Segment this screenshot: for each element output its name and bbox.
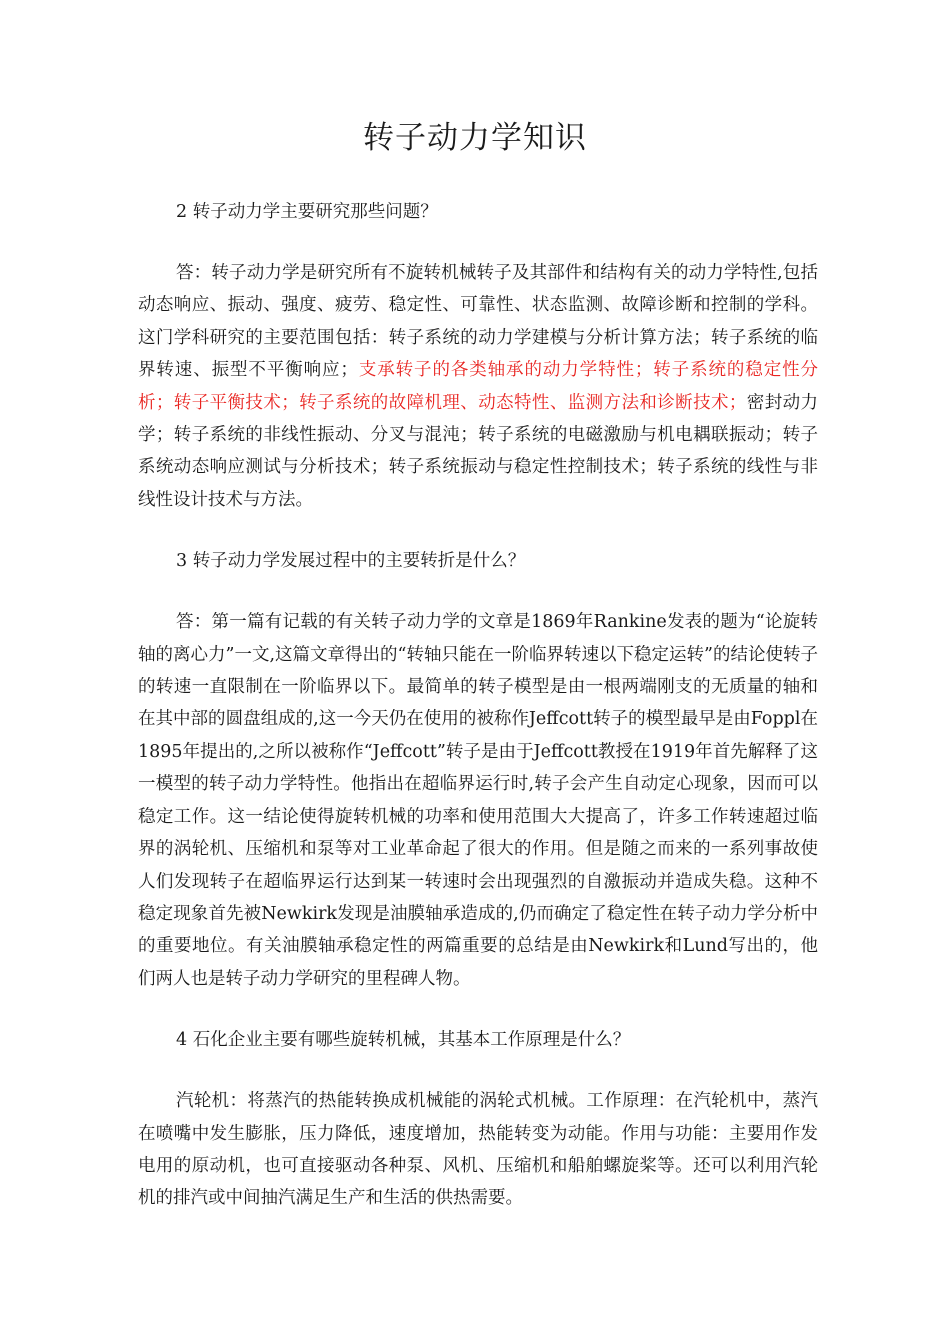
answer-2	[138, 257, 818, 516]
question-4: 4 石化企业主要有哪些旋转机械，其基本工作原理是什么？	[176, 1030, 631, 1051]
question-3: 3 转子动力学发展过程中的主要转折是什么？	[176, 551, 526, 572]
document-title: 转子动力学知识	[363, 120, 587, 156]
document-body	[138, 196, 818, 1244]
answer-2-text-b: 密封动力学；转子系统的非线性振动、分叉与混沌；转子系统的电磁激励与机电耦联振动；转子系统动态响应测试与分析技术；转子系统振动与稳定性控制技术；转子系统的线性与非线性设计技术与方法。	[138, 392, 819, 510]
question-2: 2 转子动力学主要研究那些问题？	[176, 202, 438, 222]
answer-2-highlight: 支承转子的各类轴承的动力学特性；转子系统的稳定性分析；转子平衡技术；转子系统的故障机理、动态特性、监测方法和诊断技术；	[138, 360, 819, 413]
answer-4: 汽轮机：将蒸汽的热能转换成机械能的涡轮式机械。工作原理：在汽轮机中，蒸汽在喷嘴中发生膨胀，压力降低，速度增加，热能转变为动能。作用与功能：主要用作发电用的原动机，也可直接驱动各种泵、风机、压缩机和船舶螺旋桨等。还可以利用汽轮机的排汽或中间抽汽满足生产和生活的供热需要。	[138, 1091, 818, 1209]
answer-3: 答：第一篇有记载的有关转子动力学的文章是1869年Rankine发表的题为“论旋转轴的离心力”一文,这篇文章得出的“转轴只能在一阶临界转速以下稳定运转”的结论使转子的转速一直限制在一阶临界以下。最简单的转子模型是由一根两端刚支的无质量的轴和在其中部的圆盘组成的,这一今天仍在使用的被称作Jeffcott转子的模型最早是由Foppl在1895年提出的,之所以被称作“Jeffcott”转子是由于Jeffcott教授在1919年首先解释了这一模型的转子动力学特性。他指出在超临界运行时,转子会产生自动定心现象，因而可以稳定工作。这一结论使得旋转机械的功率和使用范围大大提高了，许多工作转速超过临界的涡轮机、压缩机和泵等对工业革命起了很大的作用。但是随之而来的一系列事故使人们发现转子在超临界运行达到某一转速时会出现强烈的自激振动并造成失稳。这种不稳定现象首先被Newkirk发现是油膜轴承造成的,仍而确定了稳定性在转子动力学分析中的重要地位。有关油膜轴承稳定性的两篇重要的总结是由Newkirk和Lund写出的，他们两人也是转子动力学研究的里程碑人物。	[138, 612, 818, 989]
answer-2-text-a: 答：转子动力学是研究所有不旋转机械转子及其部件和结构有关的动力学特性,包括动态响应、振动、强度、疲劳、稳定性、可靠性、状态监测、故障诊断和控制的学科。这门学科研究的主要范围包括：转子系统的动力学建模与分析计算方法；转子系统的临界转速、振型不平衡响应；	[138, 263, 818, 381]
